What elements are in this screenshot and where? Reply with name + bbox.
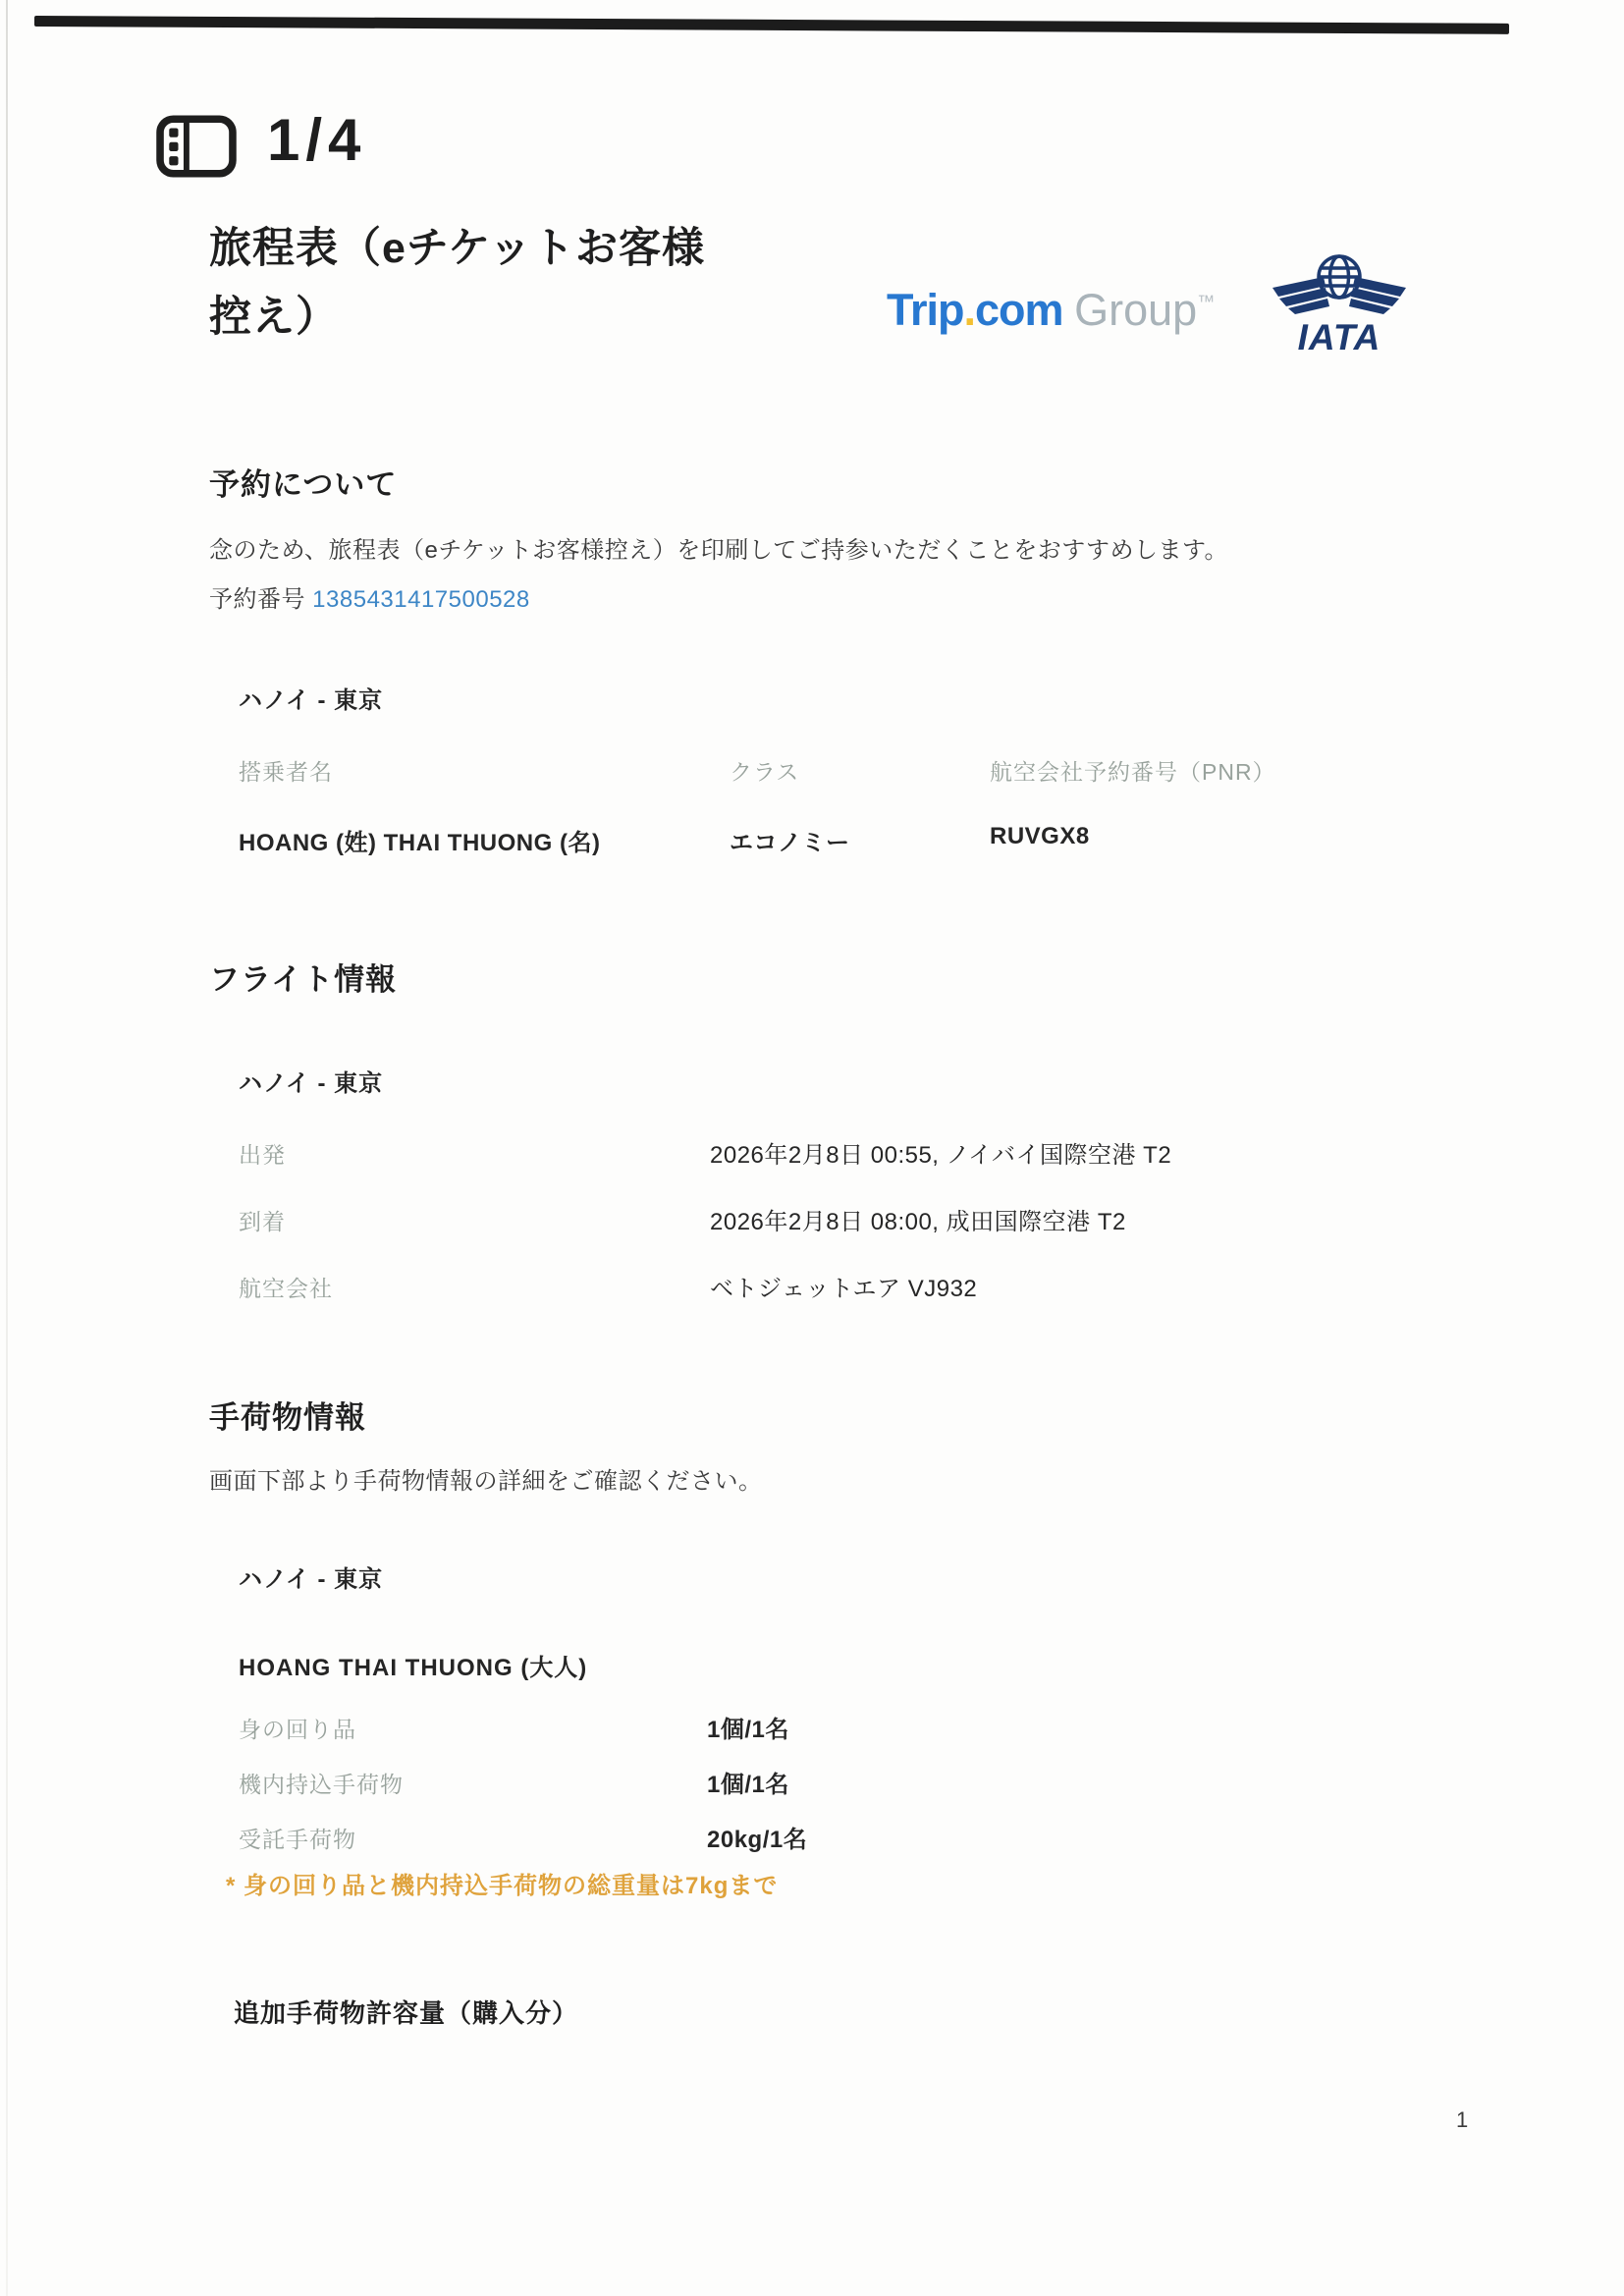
booking-number-label: 予約番号 [209, 586, 305, 613]
pnr-header: 航空会社予約番号（PNR） [990, 759, 1276, 785]
booking-number-value[interactable]: 1385431417500528 [312, 586, 530, 613]
iata-wings-icon [1272, 277, 1406, 314]
page-number: 1 [1456, 2107, 1469, 2132]
carry-on-label: 機内持込手荷物 [239, 1772, 404, 1797]
document-title-line2: 控え） [209, 294, 339, 341]
booking-route-heading: ハノイ - 東京 [239, 687, 384, 714]
scan-artifact-top-bar [34, 16, 1509, 34]
scan-artifact-left-edge [6, 0, 8, 2296]
baggage-weight-warning: * 身の回り品と機内持込手荷物の総重量は7kgまで [226, 1873, 779, 1899]
passenger-name-value: HOANG (姓) THAI THUONG (名) [239, 830, 601, 856]
arrival-label: 到着 [239, 1209, 286, 1234]
checked-baggage-value: 20kg/1名 [707, 1827, 808, 1853]
page-indicator: 1/4 [267, 107, 367, 173]
airline-label: 航空会社 [239, 1276, 333, 1301]
trip-logo-text: Trip [887, 285, 964, 335]
flight-section-heading: フライト情報 [209, 962, 398, 997]
booking-number-line [209, 579, 530, 614]
iata-logo-text: IATA [1297, 317, 1381, 357]
pnr-value: RUVGX8 [990, 823, 1090, 849]
document-title [209, 214, 955, 352]
class-value: エコノミー [730, 830, 850, 856]
departure-value: 2026年2月8日 00:55, ノイバイ国際空港 T2 [710, 1142, 1172, 1169]
checked-baggage-label: 受託手荷物 [239, 1827, 356, 1852]
flight-route-heading: ハノイ - 東京 [239, 1070, 384, 1097]
personal-item-label: 身の回り品 [239, 1717, 356, 1742]
trip-logo-com: com [975, 285, 1063, 335]
carry-on-value: 1個/1名 [707, 1772, 789, 1798]
document-title-line1: 旅程表（eチケットお客様 [209, 225, 706, 272]
passenger-name-header: 搭乗者名 [239, 759, 333, 785]
pages-icon [155, 114, 238, 179]
baggage-route-heading: ハノイ - 東京 [239, 1566, 384, 1593]
trip-logo-dot: . [963, 285, 976, 335]
trip-com-group-logo [887, 285, 1214, 336]
baggage-passenger-name: HOANG THAI THUONG (大人) [239, 1655, 588, 1681]
booking-section-heading: 予約について [209, 467, 398, 502]
trademark-symbol: ™ [1197, 292, 1215, 311]
departure-label: 出発 [239, 1142, 286, 1168]
iata-logo-icon [1270, 247, 1409, 357]
airline-value: ベトジェットエア VJ932 [710, 1276, 978, 1302]
extra-baggage-heading: 追加手荷物許容量（購入分） [234, 1998, 579, 2028]
class-header: クラス [730, 759, 800, 785]
personal-item-value: 1個/1名 [707, 1717, 789, 1743]
trip-logo-group: Group [1074, 285, 1198, 335]
booking-note: 念のため、旅程表（eチケットお客様控え）を印刷してご持参いただくことをおすすめします。 [209, 537, 1229, 564]
baggage-note: 画面下部より手荷物情報の詳細をご確認ください。 [209, 1468, 763, 1495]
arrival-value: 2026年2月8日 08:00, 成田国際空港 T2 [710, 1209, 1126, 1235]
baggage-section-heading: 手荷物情報 [209, 1400, 366, 1435]
